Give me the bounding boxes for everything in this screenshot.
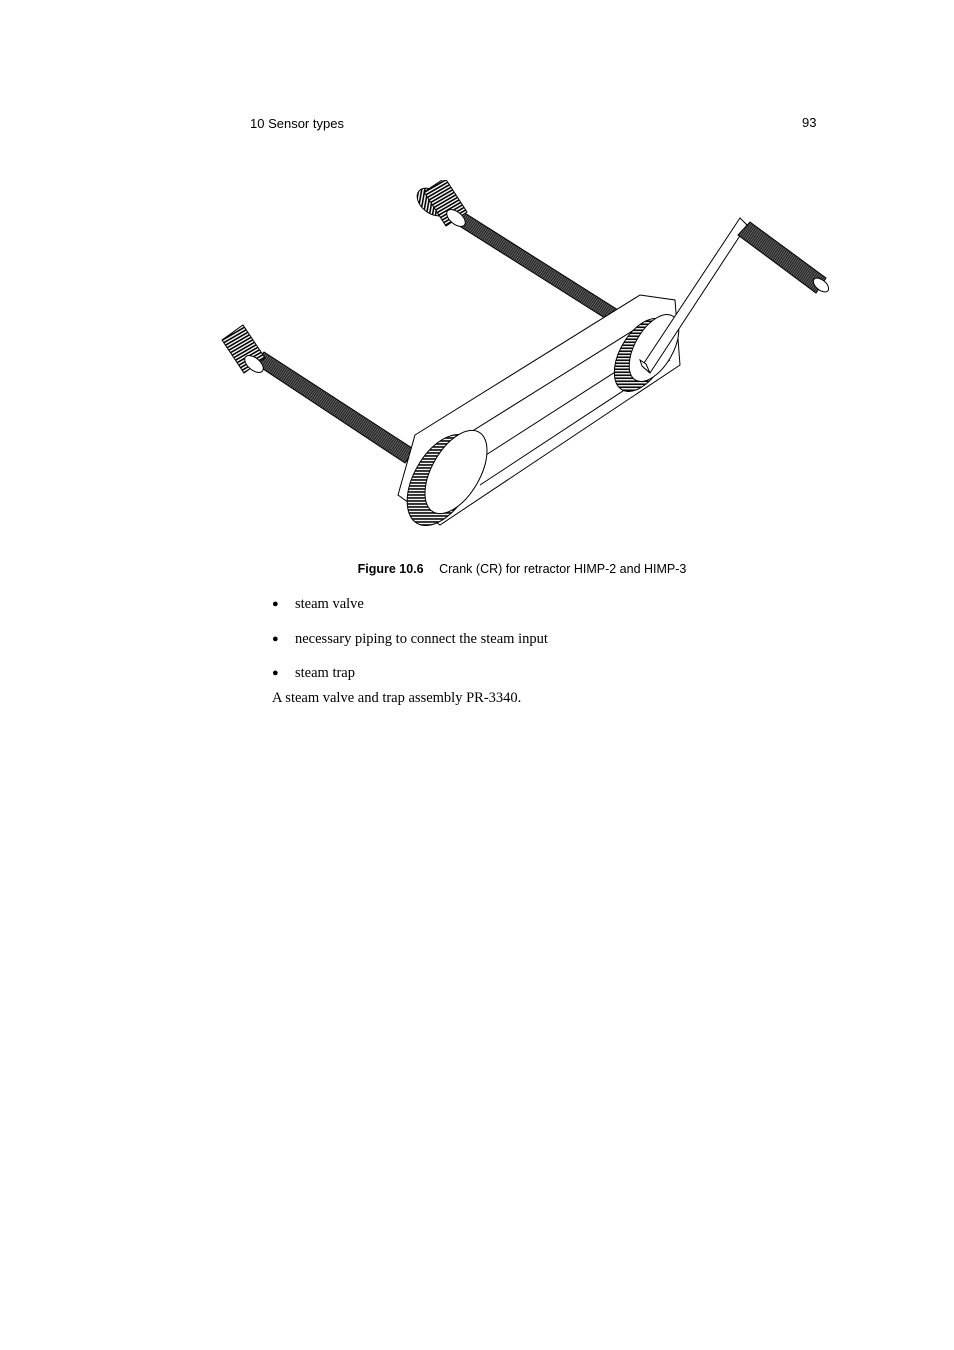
page-number: 93 <box>802 115 817 130</box>
bullet-icon: ● <box>272 632 279 645</box>
running-head: 10 Sensor types <box>250 116 344 131</box>
bullet-icon: ● <box>272 667 279 679</box>
lower-rod <box>222 325 415 463</box>
crank-arm <box>640 218 747 373</box>
figure-caption-text: Crank (CR) for retractor HIMP-2 and HIMP-3 <box>439 562 687 576</box>
figure-caption <box>0 562 954 576</box>
bullet-list <box>272 594 548 698</box>
list-item: ● necessary piping to connect the steam input <box>272 630 548 647</box>
list-item: ● steam valve <box>272 596 364 612</box>
crank-illustration <box>210 180 840 540</box>
crank-handle <box>738 222 831 295</box>
list-item: ● steam trap <box>272 665 355 681</box>
body-paragraph: A steam valve and trap assembly PR-3340. <box>272 690 522 706</box>
bullet-icon: ● <box>272 598 279 610</box>
upper-rod <box>412 180 618 320</box>
figure-label: Figure 10.6 <box>357 562 424 576</box>
